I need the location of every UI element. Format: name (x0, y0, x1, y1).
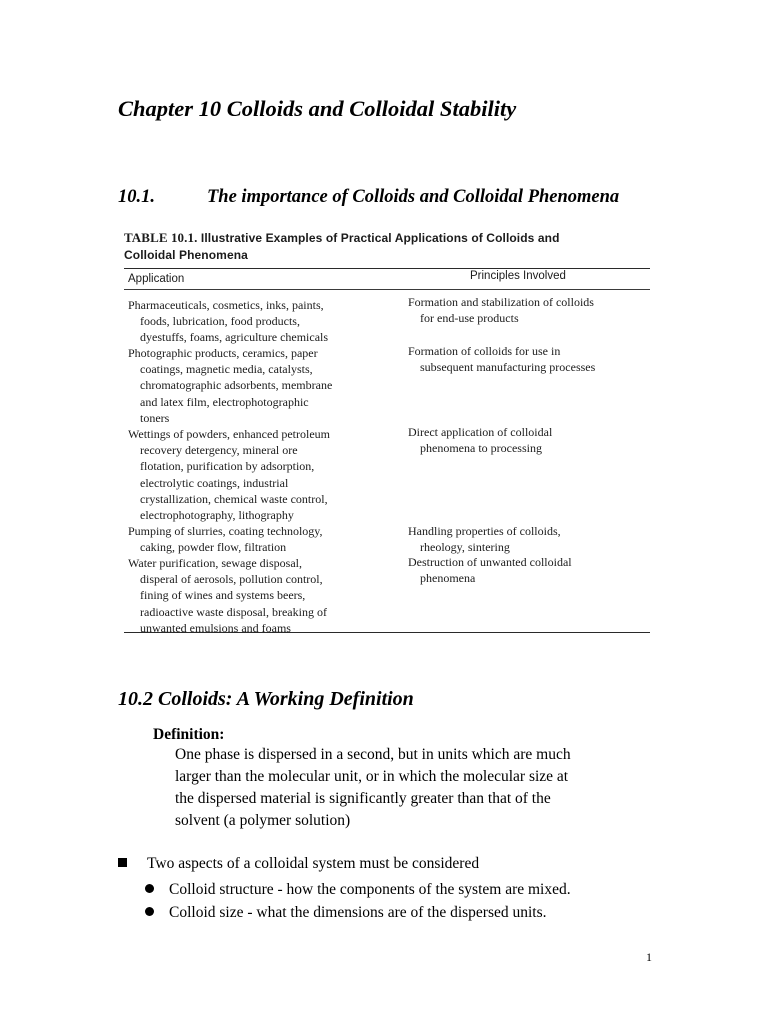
table-caption-line-1: Illustrative Examples of Practical Applications of Colloids and (200, 231, 560, 245)
section-title: The importance of Colloids and Colloidal Phenomena (207, 187, 620, 207)
table-cell-application: Wettings of powders, enhanced petroleum recovery detergency, mineral ore flotation, purification by adsorption, electrolytic coatings, industrial crystallization, chemical waste control, electrophotography, lithography (128, 427, 330, 523)
table-caption-label: TABLE 10.1. (124, 230, 198, 245)
table-cell-principles: Direct application of colloidal phenomena to processing (408, 425, 553, 456)
table-cell-principles: Formation and stabilization of colloids for end-use products (408, 295, 594, 326)
bullet-text: Two aspects of a colloidal system must be considered (147, 855, 480, 872)
sub-bullet-text: Colloid size - what the dimensions are of the dispersed units. (169, 904, 547, 921)
section-number: 10.1. (118, 187, 155, 207)
round-bullet-icon (145, 884, 154, 893)
definition-text: One phase is dispersed in a second, but in units which are much larger than the molecular unit, or in which the molecular size at the dispersed material is significantly greater than that of the solvent (a polymer solution) (175, 746, 571, 829)
definition-label: Definition: (153, 726, 225, 743)
table-caption-line-2: Colloidal Phenomena (124, 248, 248, 262)
table-cell-application: Photographic products, ceramics, paper coatings, magnetic media, catalysts, chromatographic adsorbents, membrane and latex film, electrophotographic toners (128, 346, 333, 425)
section-heading-10-1 (118, 187, 619, 208)
sub-bullet-item (145, 904, 547, 922)
column-header-application: Application (128, 273, 185, 285)
table-caption (124, 229, 650, 264)
column-header-principles: Principles Involved (470, 270, 566, 282)
round-bullet-icon (145, 907, 154, 916)
square-bullet-icon (118, 858, 127, 867)
table-body (124, 290, 650, 635)
table-cell-application: Pumping of slurries, coating technology, caking, powder flow, filtration (128, 524, 323, 555)
table-cell-application: Pharmaceuticals, cosmetics, inks, paints, foods, lubrication, food products, dyestuffs, foams, agriculture chemicals (128, 298, 329, 345)
sub-bullet-text: Colloid structure - how the components of the system are mixed. (169, 881, 571, 898)
chapter-title: Chapter 10 Colloids and Colloidal Stability (118, 96, 517, 121)
applications-table (124, 229, 650, 633)
table-cell-application: Water purification, sewage disposal, disperal of aerosols, pollution control, fining of wines and systems beers, radioactive waste disposal, breaking of unwanted emulsions and foams (128, 556, 327, 635)
bullet-item (118, 855, 479, 873)
table-header-row (124, 269, 650, 289)
table-cell-principles: Formation of colloids for use in subsequent manufacturing processes (408, 344, 596, 375)
sub-bullet-item (145, 881, 571, 899)
table-cell-principles: Destruction of unwanted colloidal phenomena (408, 555, 572, 586)
table-cell-principles: Handling properties of colloids, rheology, sintering (408, 524, 561, 555)
section-heading-10-2: 10.2 Colloids: A Working Definition (118, 688, 414, 710)
page-number: 1 (646, 950, 652, 964)
